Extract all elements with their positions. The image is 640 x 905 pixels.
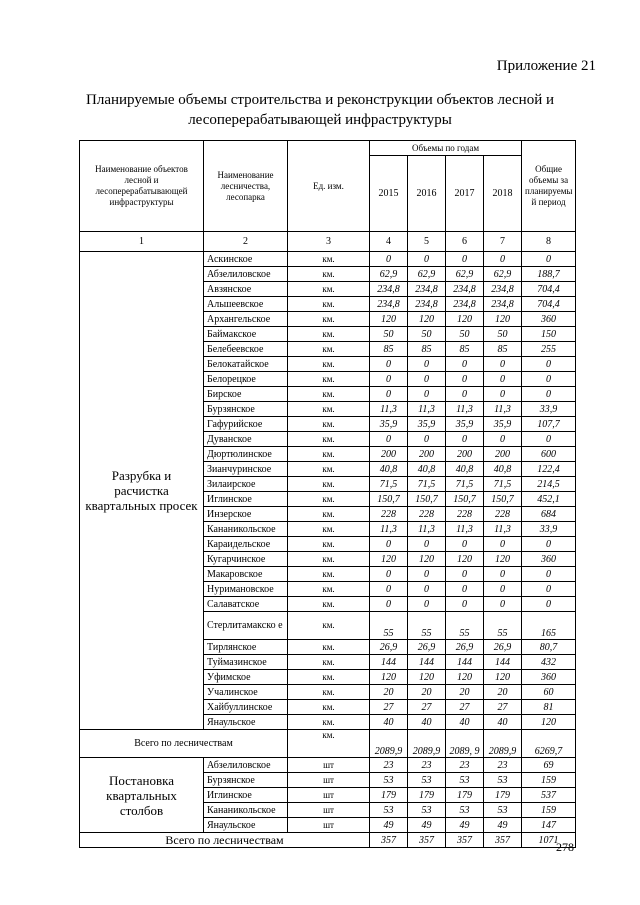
unit-cell: шт [288,803,370,818]
year-value-cell: 50 [408,327,446,342]
total-cell: 537 [522,788,576,803]
year-value-cell: 62,9 [408,267,446,282]
year-value-cell: 53 [446,803,484,818]
year-value-cell: 0 [370,537,408,552]
header-year-2017: 2017 [446,156,484,232]
forestry-name: Дуванское [204,432,288,447]
year-value-cell: 234,8 [408,282,446,297]
year-value-cell: 53 [370,803,408,818]
forestry-name: Бурзянское [204,773,288,788]
year-value-cell: 85 [370,342,408,357]
year-value-cell: 71,5 [370,477,408,492]
forestry-name: Белокатайское [204,357,288,372]
unit-cell: км. [288,312,370,327]
forestry-name: Стерлитамакско е [204,612,288,640]
unit-cell: км. [288,612,370,640]
year-value-cell: 35,9 [370,417,408,432]
year-value-cell: 179 [446,788,484,803]
header-year-2015: 2015 [370,156,408,232]
total-cell: 147 [522,818,576,833]
total-cell: 0 [522,582,576,597]
year-value-cell: 71,5 [446,477,484,492]
year-value-cell: 26,9 [446,640,484,655]
year-value-cell: 49 [484,818,522,833]
forestry-name: Архангельское [204,312,288,327]
unit-cell: км. [288,730,370,758]
unit-cell: км. [288,582,370,597]
header-unit: Ед. изм. [288,141,370,232]
year-value-cell: 40,8 [446,462,484,477]
volumes-table [79,140,576,848]
page-title [0,90,640,130]
unit-cell: км. [288,537,370,552]
year-value-cell: 179 [370,788,408,803]
total-cell: 0 [522,432,576,447]
year-value-cell: 120 [408,312,446,327]
year-value-cell: 228 [484,507,522,522]
year-value-cell: 357 [484,833,522,848]
unit-cell: км. [288,252,370,267]
year-value-cell: 144 [484,655,522,670]
unit-cell: км. [288,432,370,447]
total-cell: 600 [522,447,576,462]
group-name: Разрубка и расчистка квартальных просек [80,252,204,730]
unit-cell: км. [288,492,370,507]
total-cell: 255 [522,342,576,357]
total-cell: 0 [522,567,576,582]
year-value-cell: 0 [446,387,484,402]
unit-cell: шт [288,788,370,803]
year-value-cell: 50 [484,327,522,342]
year-value-cell: 0 [484,357,522,372]
year-value-cell: 53 [484,803,522,818]
forestry-name: Тирлянское [204,640,288,655]
total-cell: 159 [522,773,576,788]
unit-cell: км. [288,715,370,730]
year-value-cell: 26,9 [484,640,522,655]
forestry-name: Белебеевское [204,342,288,357]
year-value-cell: 120 [446,312,484,327]
year-value-cell: 120 [484,552,522,567]
year-value-cell: 20 [446,685,484,700]
column-index: 3 [288,232,370,252]
year-value-cell: 0 [446,357,484,372]
year-value-cell: 0 [408,432,446,447]
header-object-name: Наименование объектов лесной и лесоперерабатывающей инфраструктуры [80,141,204,232]
year-value-cell: 0 [484,432,522,447]
title-line-1: Планируемые объемы строительства и реконструкции объектов лесной и [86,92,554,108]
unit-cell: км. [288,655,370,670]
unit-cell: км. [288,387,370,402]
total-cell: 6269,7 [522,730,576,758]
unit-cell: км. [288,327,370,342]
year-value-cell: 357 [370,833,408,848]
forestry-name: Кананикольское [204,522,288,537]
total-cell: 360 [522,670,576,685]
total-cell: 360 [522,312,576,327]
year-value-cell: 120 [484,312,522,327]
total-row [80,730,576,758]
forestry-name: Хайбуллинское [204,700,288,715]
year-value-cell: 71,5 [408,477,446,492]
year-value-cell: 55 [408,612,446,640]
year-value-cell: 120 [370,552,408,567]
year-value-cell: 0 [408,372,446,387]
year-value-cell: 20 [370,685,408,700]
year-value-cell: 0 [408,597,446,612]
year-value-cell: 120 [446,552,484,567]
total-cell: 704,4 [522,297,576,312]
year-value-cell: 40 [446,715,484,730]
year-value-cell: 53 [408,803,446,818]
year-value-cell: 23 [408,758,446,773]
year-value-cell: 85 [484,342,522,357]
unit-cell: км. [288,522,370,537]
total-cell: 150 [522,327,576,342]
year-value-cell: 120 [484,670,522,685]
forestry-name: Дюртюлинское [204,447,288,462]
total-cell: 0 [522,537,576,552]
year-value-cell: 2089,9 [408,730,446,758]
unit-cell: км. [288,372,370,387]
year-value-cell: 234,8 [484,297,522,312]
header-year-2018: 2018 [484,156,522,232]
year-value-cell: 0 [484,387,522,402]
year-value-cell: 0 [408,582,446,597]
total-cell: 0 [522,252,576,267]
unit-cell: км. [288,670,370,685]
page-number: 278 [556,840,574,854]
table-row [80,252,576,267]
total-cell: 0 [522,372,576,387]
year-value-cell: 53 [408,773,446,788]
forestry-name: Инзерское [204,507,288,522]
unit-cell: км. [288,685,370,700]
year-value-cell: 120 [408,552,446,567]
year-value-cell: 27 [370,700,408,715]
unit-cell: км. [288,462,370,477]
forestry-name: Авзянское [204,282,288,297]
total-cell: 120 [522,715,576,730]
year-value-cell: 55 [484,612,522,640]
forestry-name: Туймазинское [204,655,288,670]
column-index: 1 [80,232,204,252]
total-cell: 0 [522,357,576,372]
year-value-cell: 0 [484,567,522,582]
year-value-cell: 0 [408,567,446,582]
forestry-name: Уфимское [204,670,288,685]
column-index-row [80,232,576,252]
year-value-cell: 0 [370,357,408,372]
year-value-cell: 0 [484,537,522,552]
unit-cell: км. [288,477,370,492]
year-value-cell: 26,9 [408,640,446,655]
column-index: 7 [484,232,522,252]
year-value-cell: 49 [408,818,446,833]
year-value-cell: 35,9 [408,417,446,432]
year-value-cell: 23 [370,758,408,773]
total-label: Всего по лесничествам [80,730,288,758]
year-value-cell: 120 [370,670,408,685]
forestry-name: Янаульское [204,818,288,833]
year-value-cell: 228 [408,507,446,522]
table-row [80,758,576,773]
year-value-cell: 55 [446,612,484,640]
unit-cell: км. [288,342,370,357]
forestry-name: Зилаирское [204,477,288,492]
year-value-cell: 2089, 9 [446,730,484,758]
year-value-cell: 0 [370,387,408,402]
year-value-cell: 357 [446,833,484,848]
group-name: Постановка квартальных столбов [80,758,204,833]
year-value-cell: 50 [446,327,484,342]
total-cell: 360 [522,552,576,567]
year-value-cell: 200 [370,447,408,462]
year-value-cell: 179 [408,788,446,803]
year-value-cell: 35,9 [484,417,522,432]
year-value-cell: 179 [484,788,522,803]
forestry-name: Бирское [204,387,288,402]
year-value-cell: 53 [446,773,484,788]
column-index: 8 [522,232,576,252]
year-value-cell: 55 [370,612,408,640]
year-value-cell: 0 [370,372,408,387]
unit-cell: км. [288,552,370,567]
unit-cell: км. [288,567,370,582]
total-cell: 0 [522,387,576,402]
year-value-cell: 0 [484,597,522,612]
year-value-cell: 11,3 [408,522,446,537]
year-value-cell: 0 [370,597,408,612]
year-value-cell: 62,9 [446,267,484,282]
year-value-cell: 0 [370,582,408,597]
year-value-cell: 40,8 [484,462,522,477]
header-forestry-name: Наименование лесничества, лесопарка [204,141,288,232]
total-cell: 122,4 [522,462,576,477]
forestry-name: Макаровское [204,567,288,582]
year-value-cell: 150,7 [484,492,522,507]
total-row [80,833,576,848]
year-value-cell: 0 [446,372,484,387]
total-cell: 1071 [522,833,576,848]
year-value-cell: 144 [446,655,484,670]
total-cell: 33,9 [522,522,576,537]
year-value-cell: 200 [484,447,522,462]
year-value-cell: 49 [446,818,484,833]
year-value-cell: 50 [370,327,408,342]
forestry-name: Абзелиловское [204,267,288,282]
forestry-name: Иглинское [204,492,288,507]
year-value-cell: 120 [446,670,484,685]
year-value-cell: 0 [446,567,484,582]
total-cell: 81 [522,700,576,715]
total-cell: 214,5 [522,477,576,492]
unit-cell: шт [288,758,370,773]
total-label: Всего по лесничествам [80,833,370,848]
year-value-cell: 200 [446,447,484,462]
total-cell: 188,7 [522,267,576,282]
year-value-cell: 0 [408,387,446,402]
forestry-name: Гафурийское [204,417,288,432]
forestry-name: Салаватское [204,597,288,612]
year-value-cell: 11,3 [370,402,408,417]
year-value-cell: 20 [484,685,522,700]
year-value-cell: 0 [370,432,408,447]
column-index: 4 [370,232,408,252]
year-value-cell: 150,7 [370,492,408,507]
year-value-cell: 200 [408,447,446,462]
year-value-cell: 62,9 [484,267,522,282]
forestry-name: Зианчуринское [204,462,288,477]
column-index: 2 [204,232,288,252]
year-value-cell: 0 [408,357,446,372]
year-value-cell: 234,8 [446,282,484,297]
total-cell: 704,4 [522,282,576,297]
year-value-cell: 0 [408,252,446,267]
total-cell: 33,9 [522,402,576,417]
total-cell: 107,7 [522,417,576,432]
forestry-name: Кананикольское [204,803,288,818]
year-value-cell: 11,3 [446,402,484,417]
forestry-name: Янаульское [204,715,288,730]
total-cell: 432 [522,655,576,670]
year-value-cell: 234,8 [370,282,408,297]
title-line-2: лесоперерабатывающей инфраструктуры [188,112,452,128]
appendix-label: Приложение 21 [496,58,596,74]
forestry-name: Бурзянское [204,402,288,417]
total-cell: 69 [522,758,576,773]
total-cell: 80,7 [522,640,576,655]
year-value-cell: 85 [408,342,446,357]
year-value-cell: 27 [446,700,484,715]
forestry-name: Альшеевское [204,297,288,312]
unit-cell: км. [288,357,370,372]
total-cell: 684 [522,507,576,522]
unit-cell: км. [288,417,370,432]
year-value-cell: 0 [484,582,522,597]
unit-cell: км. [288,507,370,522]
year-value-cell: 11,3 [370,522,408,537]
year-value-cell: 62,9 [370,267,408,282]
year-value-cell: 0 [370,567,408,582]
unit-cell: км. [288,267,370,282]
table-body [80,252,576,848]
year-value-cell: 11,3 [446,522,484,537]
year-value-cell: 23 [484,758,522,773]
header-volumes-by-year: Объемы по годам [370,141,522,156]
year-value-cell: 11,3 [484,402,522,417]
total-cell: 165 [522,612,576,640]
year-value-cell: 53 [370,773,408,788]
year-value-cell: 0 [446,582,484,597]
year-value-cell: 234,8 [446,297,484,312]
year-value-cell: 2089,9 [370,730,408,758]
year-value-cell: 150,7 [446,492,484,507]
year-value-cell: 0 [370,252,408,267]
unit-cell: шт [288,818,370,833]
unit-cell: км. [288,597,370,612]
year-value-cell: 26,9 [370,640,408,655]
forestry-name: Аскинское [204,252,288,267]
year-value-cell: 27 [484,700,522,715]
year-value-cell: 0 [446,537,484,552]
year-value-cell: 27 [408,700,446,715]
unit-cell: км. [288,402,370,417]
total-cell: 60 [522,685,576,700]
year-value-cell: 228 [446,507,484,522]
forestry-name: Нуримановское [204,582,288,597]
year-value-cell: 53 [484,773,522,788]
column-index: 5 [408,232,446,252]
year-value-cell: 0 [408,537,446,552]
unit-cell: км. [288,700,370,715]
year-value-cell: 40,8 [408,462,446,477]
year-value-cell: 150,7 [408,492,446,507]
year-value-cell: 71,5 [484,477,522,492]
forestry-name: Абзелиловское [204,758,288,773]
year-value-cell: 49 [370,818,408,833]
year-value-cell: 40,8 [370,462,408,477]
total-cell: 452,1 [522,492,576,507]
year-value-cell: 0 [446,597,484,612]
year-value-cell: 0 [446,432,484,447]
year-value-cell: 40 [408,715,446,730]
unit-cell: км. [288,640,370,655]
forestry-name: Баймакское [204,327,288,342]
year-value-cell: 85 [446,342,484,357]
forestry-name: Белорецкое [204,372,288,387]
year-value-cell: 40 [370,715,408,730]
year-value-cell: 20 [408,685,446,700]
unit-cell: шт [288,773,370,788]
year-value-cell: 0 [484,372,522,387]
year-value-cell: 40 [484,715,522,730]
year-value-cell: 11,3 [484,522,522,537]
total-cell: 159 [522,803,576,818]
year-value-cell: 23 [446,758,484,773]
year-value-cell: 228 [370,507,408,522]
year-value-cell: 35,9 [446,417,484,432]
unit-cell: км. [288,297,370,312]
year-value-cell: 234,8 [484,282,522,297]
header-total: Общие объемы за планируемы й период [522,141,576,232]
year-value-cell: 234,8 [408,297,446,312]
forestry-name: Учалинское [204,685,288,700]
year-value-cell: 11,3 [408,402,446,417]
forestry-name: Кугарчинское [204,552,288,567]
column-index: 6 [446,232,484,252]
unit-cell: км. [288,447,370,462]
year-value-cell: 357 [408,833,446,848]
unit-cell: км. [288,282,370,297]
year-value-cell: 144 [408,655,446,670]
year-value-cell: 120 [370,312,408,327]
year-value-cell: 2089,9 [484,730,522,758]
forestry-name: Иглинское [204,788,288,803]
header-year-2016: 2016 [408,156,446,232]
year-value-cell: 234,8 [370,297,408,312]
forestry-name: Караидельское [204,537,288,552]
total-cell: 0 [522,597,576,612]
year-value-cell: 120 [408,670,446,685]
year-value-cell: 0 [484,252,522,267]
year-value-cell: 0 [446,252,484,267]
table-header [80,141,576,252]
year-value-cell: 144 [370,655,408,670]
